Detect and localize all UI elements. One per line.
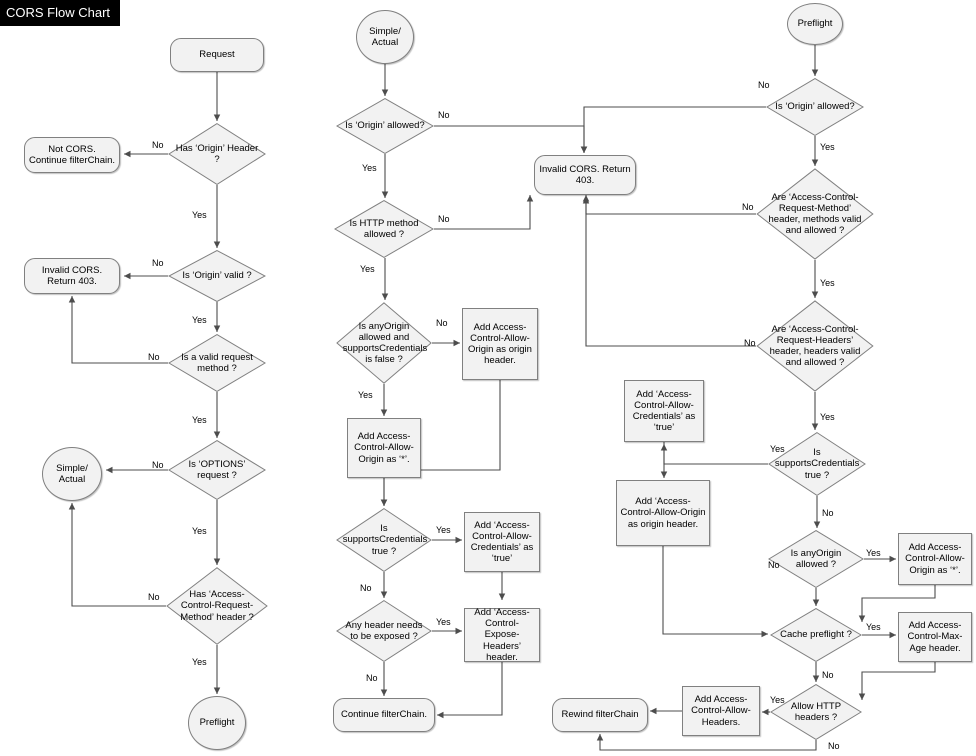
node-label: Are ‘Access-Control-Request-Headers’ header, headers valid and allowed ? [769,323,861,369]
node-label: Add ‘Access-Control-Allow-Credentials’ as ‘true’ [470,519,534,565]
node-label: Is ‘Origin’ allowed? [775,101,855,113]
node-label: Is supportsCredentials true ? [342,523,428,557]
node-label: Preflight [797,18,833,30]
node-n1[interactable] [170,38,264,72]
node-m1[interactable] [356,10,414,64]
node-m10[interactable] [336,600,432,662]
node-label: Are ‘Access-Control-Request-Method’ header, methods valid and allowed ? [768,191,862,237]
chart-title: CORS Flow Chart [0,0,120,26]
node-m2[interactable] [336,98,434,154]
node-r1[interactable] [787,3,843,45]
node-n5[interactable] [24,258,120,294]
edge-label: No [438,214,450,224]
node-n4[interactable] [168,250,266,302]
node-n2[interactable] [168,123,266,185]
edge-label: Yes [436,617,451,627]
node-label: Add Access-Control-Allow-Origin as origin header. [468,321,532,367]
node-r6[interactable] [624,380,704,442]
node-label: Is anyOrigin allowed and supportsCredentials is false ? [342,320,428,366]
node-m6[interactable] [462,308,538,380]
edge-label: No [744,338,756,348]
node-label: Has ‘Access-Control-Request-Method’ header ? [180,589,254,623]
edge-label: No [152,140,164,150]
node-label: Any header needs to be exposed ? [345,619,423,642]
edge-label: Yes [360,264,375,274]
node-r7[interactable] [616,480,710,546]
node-n6[interactable] [168,334,266,392]
node-m5[interactable] [336,302,432,384]
edge-label: No [360,583,372,593]
node-n3[interactable] [24,137,120,173]
node-label: Is anyOrigin allowed ? [790,547,842,570]
node-label: Is ‘Origin’ valid ? [182,270,252,282]
node-label: Add Access-Control-Max-Age header. [907,620,963,654]
node-m4[interactable] [334,200,434,258]
edge-label: Yes [820,412,835,422]
edge-label: No [822,670,834,680]
edge-label: Yes [358,390,373,400]
edge-label: Yes [866,622,881,632]
node-label: Is supportsCredentials true ? [774,447,860,481]
node-label: Is HTTP method allowed ? [349,217,419,240]
edge-label: No [436,318,448,328]
edge-label: No [152,258,164,268]
node-r8[interactable] [768,530,864,588]
node-label: Cache preflight ? [780,629,852,641]
node-label: Preflight [199,717,235,729]
node-label: Invalid CORS. Return 403. [41,264,103,287]
node-n9[interactable] [166,567,268,645]
edge-label: No [742,202,754,212]
node-label: Add Access-Control-Allow-Headers. [691,694,751,728]
node-label: Add ‘Access-Control-Expose-Headers’ header. [474,607,530,663]
node-label: Simple/ Actual [56,462,88,485]
edge-label: Yes [770,444,785,454]
node-r9[interactable] [898,533,972,585]
edge-label: Yes [436,525,451,535]
node-m8[interactable] [336,508,432,572]
node-label: Simple/ Actual [369,25,401,48]
edge-label: Yes [192,315,207,325]
node-n7[interactable] [168,440,266,500]
node-m12[interactable] [333,698,435,732]
node-m9[interactable] [464,512,540,572]
edge-label: No [148,592,160,602]
edge-label: No [438,110,450,120]
node-r12[interactable] [770,684,862,740]
node-label: Rewind filterChain [561,709,639,721]
edge-label: No [758,80,770,90]
node-label: Add ‘Access-Control-Allow-Credentials’ as ‘true’ [632,388,696,434]
edge-label: Yes [192,415,207,425]
node-n10[interactable] [188,696,246,750]
edge-label: No [828,741,840,751]
edge-label: Yes [820,278,835,288]
edge-label: Yes [362,163,377,173]
node-label: Invalid CORS. Return 403. [539,163,631,186]
edge-label: Yes [820,142,835,152]
node-label: Add ‘Access-Control-Allow-Origin as origin header. [620,496,706,530]
edge-label: Yes [866,548,881,558]
edge-label: Yes [770,695,785,705]
node-n8[interactable] [42,447,102,501]
node-label: Allow HTTP headers ? [790,700,842,723]
node-label: Add Access-Control-Allow-Origin as ‘*’. [905,542,965,576]
node-r11[interactable] [898,612,972,662]
node-m3[interactable] [534,155,636,195]
node-label: Continue filterChain. [340,709,428,721]
node-r13[interactable] [682,686,760,736]
edge-label: No [822,508,834,518]
edge-label: No [148,352,160,362]
node-label: Has ‘Origin’ Header ? [175,142,259,165]
node-r2[interactable] [766,78,864,136]
edge-label: No [366,673,378,683]
node-label: Request [199,49,235,61]
node-r5[interactable] [768,432,866,496]
node-r10[interactable] [770,608,862,662]
node-label: Is a valid request method ? [181,351,253,374]
node-label: Is ‘Origin’ allowed? [345,120,425,132]
edge-label: Yes [192,210,207,220]
node-r3[interactable] [756,168,874,260]
edge-label: Yes [192,657,207,667]
node-m11[interactable] [464,608,540,662]
node-r14[interactable] [552,698,648,732]
node-label: Add Access-Control-Allow-Origin as ‘*’. [354,431,414,465]
edge-label: No [152,460,164,470]
node-label: Not CORS. Continue filterChain. [28,143,116,166]
edge-label: Yes [192,526,207,536]
node-r4[interactable] [756,300,874,392]
node-label: Is ‘OPTIONS’ request ? [188,458,246,481]
edge-label: No [768,560,780,570]
node-m7[interactable] [347,418,421,478]
